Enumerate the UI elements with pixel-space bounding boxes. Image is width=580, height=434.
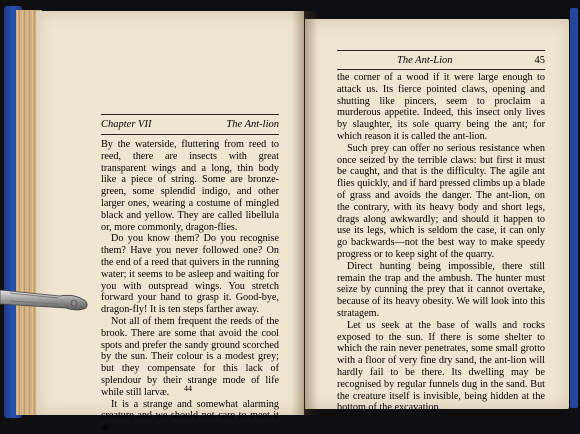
right-paragraph-4: Let us seek at the base of walls and rocks exposed to the sun. If there is some shelter to which the rain never penetrates, some small grotto with a floor of very fine dry sand, the ant-lion will hardly fail to be there. Its dwelling may be recognised by regular funnels dug in the sand. But the creature itself is invisible, being hidden at the bottom of the excavation. <box>337 319 545 414</box>
right-page-text <box>337 72 545 414</box>
metal-bookmark-clip <box>0 284 92 314</box>
left-page-number: 44 <box>184 384 192 393</box>
right-running-head <box>337 54 545 68</box>
right-paragraph-2: Such prey can offer no serious resistance when once seized by the terrible claws: but first it must be caught, and that is the difficulty. The agile ant flies quickly, and if hard pressed climbs up a blade of grass and avoids the danger. The ant-lion, on the contrary, with its heavy body and short legs, drags along awkwardly; and should it happen to use its legs, which is seldom the case, it can only go backwards—not the best way to make speedy progress or to keep sight of the quarry. <box>337 142 545 260</box>
right-running-title: The Ant-Lion <box>397 55 453 66</box>
left-paragraph-4: It is a strange and somewhat alarming creature and we should not care to meet it at <box>101 398 279 434</box>
right-paragraph-1: the corner of a wood if it were large enough to attack us. Its fierce pointed claws, opening and shutting like pincers, seem to proclaim a murderous appetite. Indeed, this insect only lives by slaughter, its sole quarry being the ant; for which reason it is called the ant-lion. <box>337 72 545 142</box>
book-cover-edge-right <box>570 8 578 408</box>
left-header-rule-top <box>101 114 279 115</box>
right-paragraph-3: Direct hunting being impossible, there still remain the trap and the ambush. The hunter must seize by cunning the prey that it cannot overtake, because of its heavy obesity. We will look into this stratagem. <box>337 260 545 319</box>
left-paragraph-3: Not all of them frequent the reeds of the brook. There are some that avoid the cool spots and prefer the sandy ground scorched by the sun. Their colour is a modest grey; but they compensate for this lack of splendour by their strange mode of life while still larvæ. <box>101 315 279 398</box>
left-paragraph-1: By the waterside, fluttering from reed to reed, there are insects with great transparent wings and a long, thin body like a piece of string. Some are bronze-green, some splendid indigo, and other larger ones, wearing a costume of mingled black and yellow. They are called libellula or, more commonly, dragon-flies. <box>101 139 279 233</box>
left-paragraph-2: Do you know them? Do you recognise them? Have you never followed one? On the end of a reed that quivers in the running water; it seems to be asleep and waiting for you with outspread wings. You stretch forward your hand to grasp it. Good-bye, dragon-fly! It is ten steps farther away. <box>101 233 279 316</box>
right-page-number: 45 <box>534 55 545 66</box>
left-header-rule-bottom <box>101 134 279 135</box>
right-header-rule-top <box>337 50 545 51</box>
chapter-label: Chapter VII <box>101 119 152 130</box>
left-running-title: The Ant-lion <box>226 119 279 130</box>
right-header-rule-bottom <box>337 69 545 70</box>
